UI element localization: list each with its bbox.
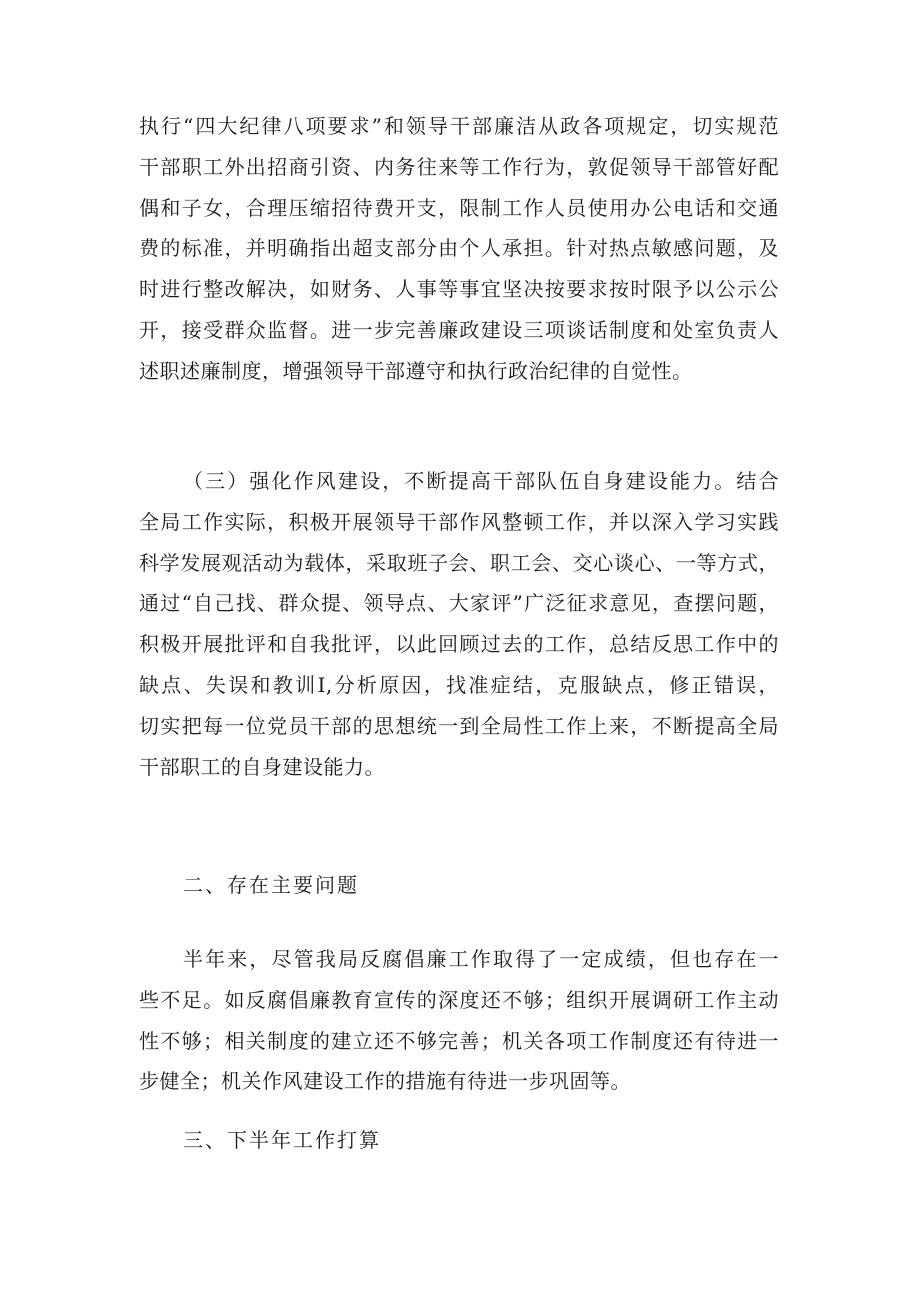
paragraph-line: 干部职工的自身建设能力。 (139, 754, 385, 779)
paragraph-line: 性不够；相关制度的建立还不够完善；机关各项工作制度还有待进一 (139, 1028, 779, 1053)
paragraph-line: 述职述廉制度，增强领导干部遵守和执行政治纪律的自觉性。 (139, 358, 693, 383)
paragraph-line: 开，接受群众监督。进一步完善廉政建设三项谈话制度和处室负责人 (139, 317, 779, 342)
section-heading-problems: 二、存在主要问题 (183, 873, 359, 897)
paragraph-line: 积极开展批评和自我批评，以此回顾过去的工作，总结反思工作中的 (139, 632, 779, 657)
paragraph-line: 通过“自己找、群众提、领导点、大家评”广泛征求意见，查摆问题， (139, 591, 779, 616)
paragraph-discipline (139, 106, 779, 392)
paragraph-line: 时进行整改解决，如财务、人事等事宜坚决按要求按时限予以公示公 (139, 277, 779, 302)
paragraph-line: 缺点、失误和教训I,分析原因，找准症结，克服缺点，修正错误， (139, 672, 779, 697)
paragraph-line: 干部职工外出招商引资、内务往来等工作行为，敦促领导干部管好配 (139, 154, 779, 179)
paragraph-line: 些不足。如反腐倡廉教育宣传的深度还不够；组织开展调研工作主动 (139, 987, 779, 1012)
paragraph-work-style (139, 461, 779, 787)
paragraph-line: 费的标准，并明确指出超支部分由个人承担。针对热点敏感问题，及 (139, 236, 779, 261)
paragraph-line: 半年来，尽管我局反腐倡廉工作取得了一定成绩，但也存在一 (183, 947, 779, 971)
paragraph-line: 执行“四大纪律八项要求”和领导干部廉洁从政各项规定，切实规范 (139, 114, 779, 138)
paragraph-line: 切实把每一位党员干部的思想统一到全局性工作上来，不断提高全局 (139, 713, 779, 738)
paragraph-line: 全局工作实际，积极开展领导干部作风整顿工作，并以深入学习实践 (139, 509, 779, 534)
paragraph-line: 科学发展观活动为载体，采取班子会、职工会、交心谈心、一等方式， (139, 550, 779, 575)
section-heading-plans: 三、下半年工作打算 (183, 1128, 381, 1152)
paragraph-problems (139, 939, 779, 1102)
paragraph-line: 步健全；机关作风建设工作的措施有待进一步巩固等。 (139, 1069, 631, 1094)
paragraph-line: 偶和子女，合理压缩招待费开支，限制工作人员使用办公电话和交通 (139, 195, 779, 220)
paragraph-line: （三）强化作风建设，不断提高干部队伍自身建设能力。结合 (183, 469, 779, 493)
